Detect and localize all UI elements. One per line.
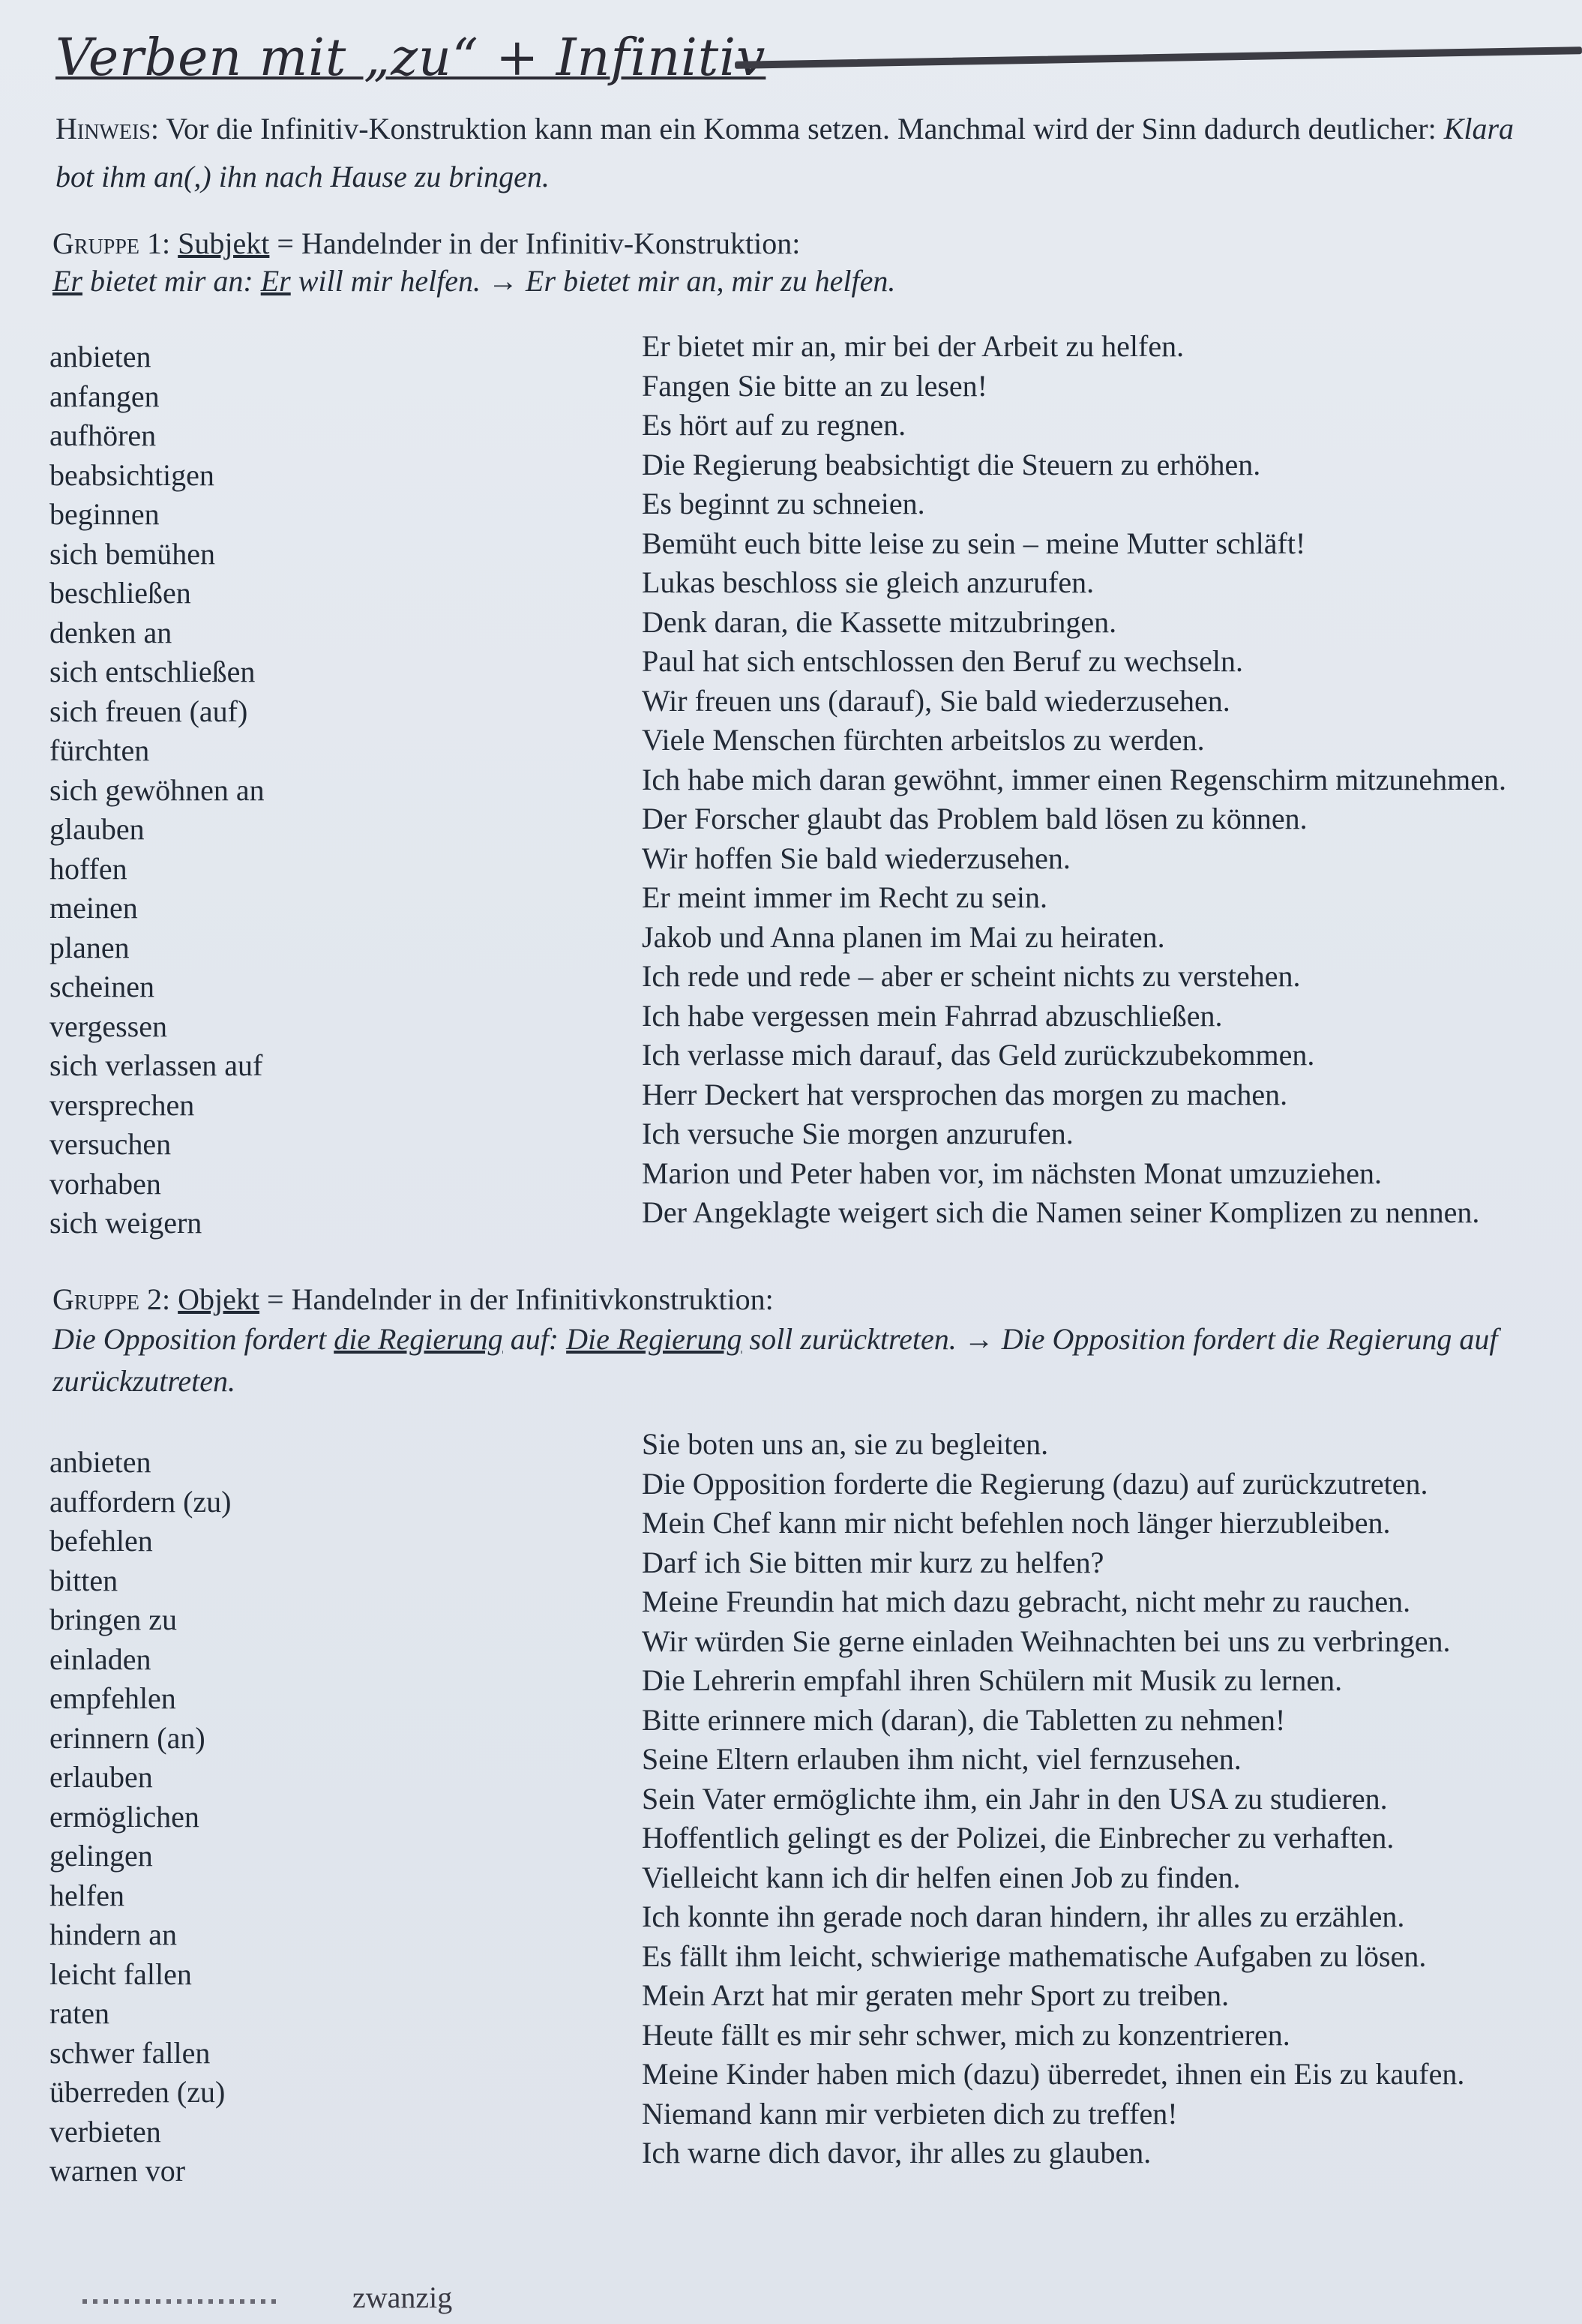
verb: befehlen [49, 1524, 153, 1558]
group2-label: Gruppe 2: [52, 1282, 171, 1316]
verb: sich weigern [49, 1206, 202, 1240]
example-sentence: Paul hat sich entschlossen den Beruf zu wechseln. [642, 644, 1244, 678]
hint-paragraph [55, 105, 1540, 201]
group2-example: Die Opposition fordert die Regierung auf: Die Regierung soll zurücktreten. → Die Opposition fordert die Regierung auf zurückzutreten. [52, 1322, 1498, 1398]
example-sentence: Es fällt ihm leicht, schwierige mathematische Aufgaben zu lösen. [642, 1939, 1427, 1973]
example-sentence: Es hört auf zu regnen. [642, 408, 906, 442]
verb: versuchen [49, 1127, 172, 1161]
verb: hoffen [49, 851, 127, 886]
list-item [49, 2136, 1572, 2193]
example-sentence: Er meint immer im Recht zu sein. [642, 880, 1047, 914]
verb: warnen vor [49, 2154, 186, 2188]
example-sentence: Darf ich Sie bitten mir kurz zu helfen? [642, 1545, 1104, 1579]
verb: beginnen [49, 497, 160, 531]
verb: beschließen [49, 576, 191, 610]
verb: hindern an [49, 1918, 177, 1951]
example-sentence: Sein Vater ermöglichte ihm, ein Jahr in den USA zu studieren. [642, 1781, 1388, 1816]
footer-smudge [82, 2299, 277, 2304]
verb: anfangen [49, 379, 160, 413]
example-sentence: Viele Menschen fürchten arbeitslos zu werden. [642, 723, 1205, 757]
example-sentence: Ich warne dich davor, ihr alles zu glauben. [642, 2136, 1152, 2170]
group1-label: Gruppe 1: [52, 226, 171, 260]
example-sentence: Marion und Peter haben vor, im nächsten Monat umzuziehen. [642, 1156, 1383, 1190]
verb: sich gewöhnen an [49, 772, 265, 807]
verb: auffordern (zu) [49, 1484, 232, 1519]
example-sentence: Meine Kinder haben mich (dazu) überredet, ihnen ein Eis zu kaufen. [642, 2057, 1465, 2091]
example-sentence: Bemüht euch bitte leise zu sein – meine Mutter schläft! [642, 526, 1306, 560]
example-sentence: Er bietet mir an, mir bei der Arbeit zu helfen. [642, 329, 1185, 363]
verb: einladen [49, 1642, 151, 1676]
group1-subject-word: Subjekt [178, 226, 270, 260]
example-sentence: Die Opposition forderte die Regierung (dazu) auf zurückzutreten. [642, 1466, 1428, 1501]
group2-list [49, 1427, 1572, 2193]
verb: schwer fallen [49, 2035, 211, 2070]
hint-text: Vor die Infinitiv-Konstruktion kann man ein Komma setzen. Manchmal wird der Sinn dadurch deutlicher: [166, 112, 1437, 145]
verb: sich entschließen [49, 655, 256, 688]
verb: denken an [49, 615, 172, 649]
verb: beabsichtigen [49, 457, 214, 492]
example-sentence: Jakob und Anna planen im Mai zu heiraten. [642, 919, 1165, 954]
example-sentence: Wir würden Sie gerne einladen Weihnachten bei uns zu verbringen. [642, 1624, 1451, 1658]
example-sentence: Herr Deckert hat versprochen das morgen zu machen. [642, 1077, 1288, 1111]
example-sentence: Mein Arzt hat mir geraten mehr Sport zu treiben. [642, 1978, 1230, 2012]
example-sentence: Ich habe mich daran gewöhnt, immer einen Regenschirm mitzunehmen. [642, 762, 1506, 796]
group1-heading [52, 225, 1560, 300]
verb: scheinen [49, 970, 154, 1003]
verb: raten [49, 1996, 109, 2030]
page-title: Verben mit „zu“ + Infinitiv [55, 28, 766, 88]
verb: ermöglichen [49, 1799, 199, 1834]
verb: planen [49, 930, 130, 964]
example-sentence: Ich konnte ihn gerade noch daran hindern, ihr alles zu erzählen. [642, 1900, 1405, 1933]
verb: leicht fallen [49, 1957, 192, 1991]
verb: anbieten [49, 340, 151, 373]
list-item [49, 1195, 1572, 1245]
example-sentence: Ich versuche Sie morgen anzurufen. [642, 1117, 1074, 1150]
verb: gelingen [49, 1839, 153, 1873]
verb: empfehlen [49, 1681, 176, 1715]
example-sentence: Bitte erinnere mich (daran), die Tabletten zu nehmen! [642, 1702, 1286, 1737]
hint-example: Klara bot ihm an(,) ihn nach Hause zu bringen. [55, 112, 1515, 193]
verb: erlauben [49, 1760, 153, 1794]
group1-list [49, 329, 1572, 1245]
example-sentence: Niemand kann mir verbieten dich zu treffen! [642, 2096, 1178, 2131]
example-sentence: Sie boten uns an, sie zu begleiten. [642, 1427, 1049, 1461]
example-sentence: Hoffentlich gelingt es der Polizei, die Einbrecher zu verhaften. [642, 1821, 1395, 1855]
example-sentence: Ich habe vergessen mein Fahrrad abzuschließen. [642, 998, 1223, 1033]
verb: erinnern (an) [49, 1720, 205, 1755]
example-sentence: Seine Eltern erlauben ihm nicht, viel fernzusehen. [642, 1742, 1242, 1776]
example-sentence: Ich verlasse mich darauf, das Geld zurückzubekommen. [642, 1038, 1315, 1072]
example-sentence: Die Regierung beabsichtigt die Steuern zu erhöhen. [642, 447, 1261, 481]
verb: bitten [49, 1563, 118, 1597]
group1-example: Er bietet mir an: Er will mir helfen. → Er bietet mir an, mir zu helfen. [52, 264, 896, 298]
verb: sich freuen (auf) [49, 694, 248, 728]
verb: sich bemühen [49, 536, 216, 571]
group2-heading [52, 1281, 1560, 1402]
example-sentence: Es beginnt zu schneien. [642, 487, 925, 520]
example-sentence: Lukas beschloss sie gleich anzurufen. [642, 565, 1095, 599]
verb: vergessen [49, 1009, 167, 1043]
title-rule [735, 46, 1582, 69]
verb: glauben [49, 812, 145, 846]
verb: fürchten [49, 733, 150, 767]
verb: versprechen [49, 1087, 195, 1122]
example-sentence: Der Angeklagte weigert sich die Namen seiner Komplizen zu nennen. [642, 1195, 1480, 1229]
example-sentence: Meine Freundin hat mich dazu gebracht, nicht mehr zu rauchen. [642, 1585, 1411, 1618]
verb: vorhaben [49, 1166, 161, 1201]
example-sentence: Heute fällt es mir sehr schwer, mich zu konzentrieren. [642, 2017, 1290, 2052]
verb: helfen [49, 1878, 124, 1912]
example-sentence: Mein Chef kann mir nicht befehlen noch länger hierzubleiben. [642, 1506, 1391, 1540]
verb: aufhören [49, 418, 157, 452]
example-sentence: Vielleicht kann ich dir helfen einen Job zu finden. [642, 1860, 1241, 1894]
hint-label: Hinweis: [55, 112, 159, 145]
example-sentence: Ich rede und rede – aber er scheint nichts zu verstehen. [642, 959, 1301, 993]
verb: anbieten [49, 1445, 151, 1479]
group2-heading-rest: = Handelnder in der Infinitivkonstruktion: [267, 1282, 774, 1316]
example-sentence: Fangen Sie bitte an zu lesen! [642, 368, 987, 403]
verb: sich verlassen auf [49, 1048, 263, 1082]
group1-heading-rest: = Handelnder in der Infinitiv-Konstruktion: [277, 226, 801, 260]
example-sentence: Wir freuen uns (darauf), Sie bald wiederzusehen. [642, 683, 1230, 718]
verb: meinen [49, 891, 138, 925]
example-sentence: Denk daran, die Kassette mitzubringen. [642, 604, 1117, 639]
example-sentence: Der Forscher glaubt das Problem bald lösen zu können. [642, 802, 1308, 835]
verb: bringen zu [49, 1603, 177, 1636]
page-number: zwanzig [352, 2281, 453, 2314]
example-sentence: Wir hoffen Sie bald wiederzusehen. [642, 841, 1071, 875]
verb: verbieten [49, 2114, 161, 2149]
group2-object-word: Objekt [178, 1282, 260, 1316]
verb: überreden (zu) [49, 2075, 226, 2109]
example-sentence: Die Lehrerin empfahl ihren Schülern mit Musik zu lernen. [642, 1663, 1343, 1697]
